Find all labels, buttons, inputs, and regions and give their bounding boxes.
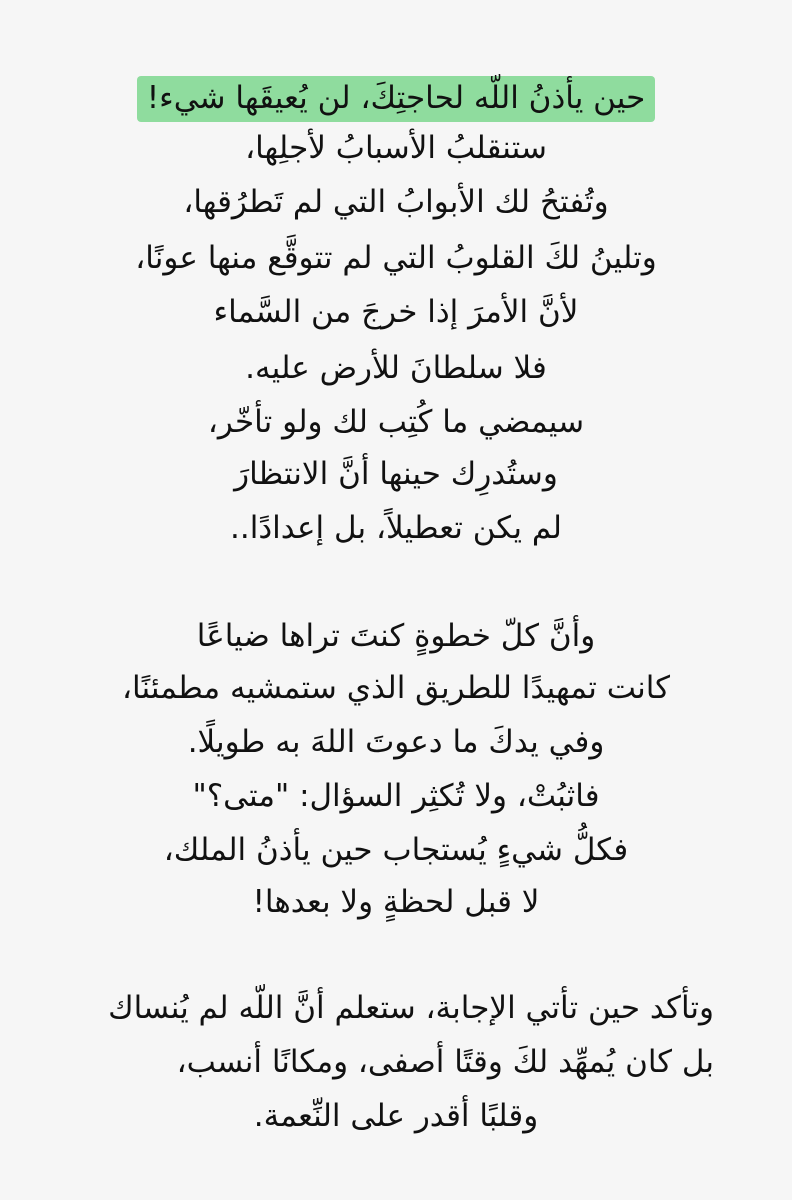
stanza2-line-5: فكلُّ شيءٍ يُستجاب حين يأذنُ الملك، (163, 832, 629, 868)
poem-title-line (60, 76, 732, 122)
stanza1-line-8: لم يكن تعطيلاً، بل إعدادًا.. (230, 510, 562, 546)
stanza2-line-3: وفي يدكَ ما دعوتَ اللهَ به طويلًا. (187, 724, 605, 760)
stanza3-line-2: بل كان يُمهِّد لكَ وقتًا أصفى، ومكانًا أنسب، (176, 1044, 714, 1080)
stanza1-line-3: وتلينُ لكَ القلوبُ التي لم تتوقَّع منها عونًا، (135, 240, 657, 276)
stanza2-line-4: فاثبُتْ، ولا تُكثِر السؤال: "متى؟" (192, 778, 600, 814)
stanza3-line-1: وتأكد حين تأتي الإجابة، ستعلم أنَّ اللّه لم يُنساك (108, 990, 714, 1026)
stanza1-line-2: وتُفتحُ لك الأبوابُ التي لم تَطرُقها، (183, 184, 609, 220)
stanza2-line-1: وأنَّ كلّ خطوةٍ كنتَ تراها ضياعًا (196, 618, 596, 654)
stanza2-line-2: كانت تمهيدًا للطريق الذي ستمشيه مطمئنًا، (122, 670, 670, 706)
stanza1-line-7: وستُدرِك حينها أنَّ الانتظارَ (234, 456, 558, 492)
stanza2-line-6: لا قبل لحظةٍ ولا بعدها! (252, 884, 540, 920)
title-highlight: حين يأذنُ اللّه لحاجتِكَ، لن يُعيقَها شيء! (137, 76, 656, 122)
stanza1-line-4: لأنَّ الأمرَ إذا خرجَ من السَّماء (213, 294, 579, 330)
stanza1-line-6: سيمضي ما كُتِب لك ولو تأخّر، (207, 404, 585, 440)
stanza3-line-3: وقلبًا أقدر على النِّعمة. (253, 1098, 539, 1134)
stanza1-line-1: ستنقلبُ الأسبابُ لأجلِها، (245, 130, 547, 166)
stanza1-line-5: فلا سلطانَ للأرض عليه. (245, 350, 547, 386)
